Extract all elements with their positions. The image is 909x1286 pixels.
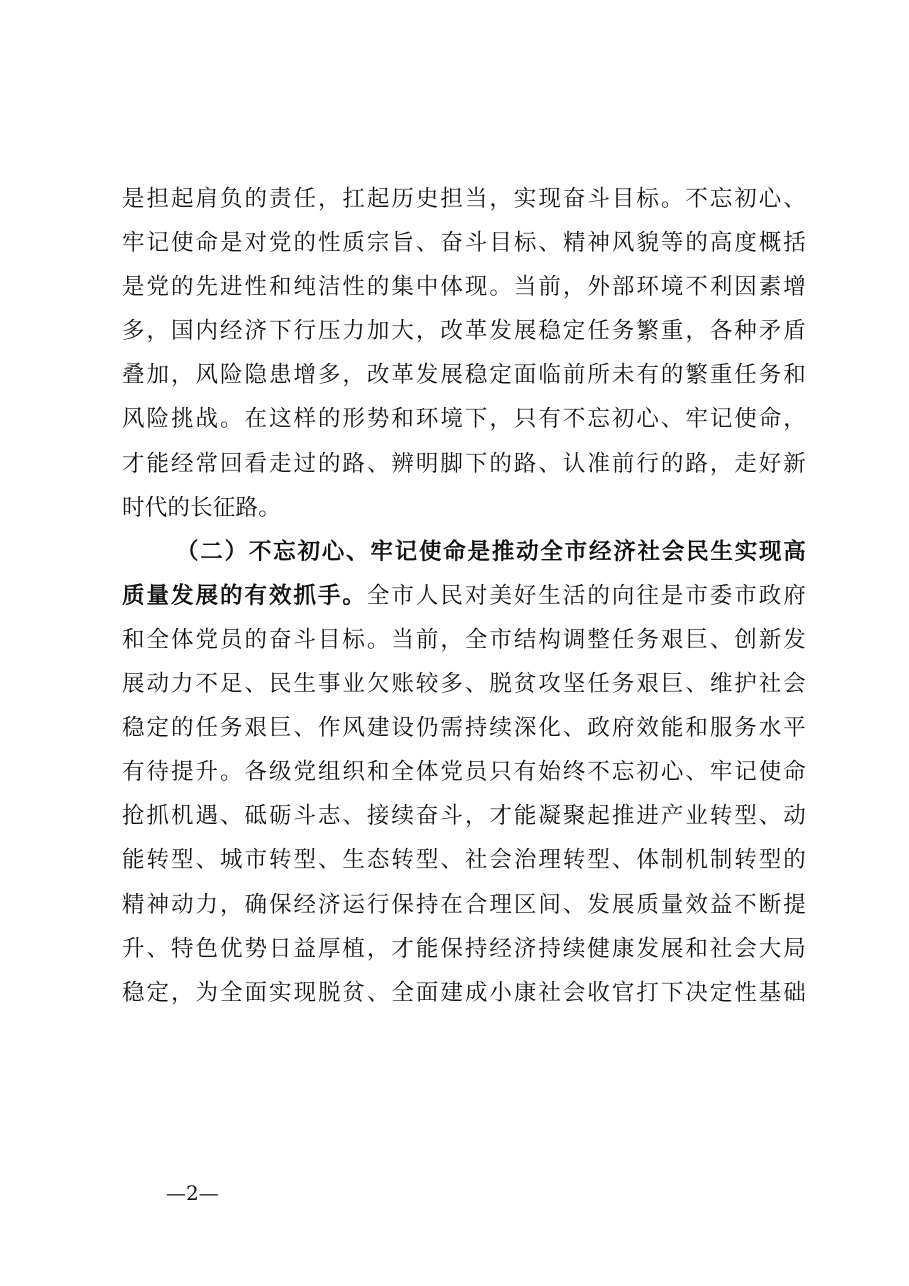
paragraph-line: 展动力不足、民生事业欠账较多、脱贫攻坚任务艰巨、维护社会 (122, 671, 806, 698)
section-heading-rest: 全市人民对美好生活的向往是市委市政府 (366, 582, 806, 609)
section-heading-continuation (122, 574, 806, 618)
paragraph-line: 有待提升。各级党组织和全体党员只有始终不忘初心、牢记使命 (122, 759, 806, 786)
paragraph-line: 稳定，为全面实现脱贫、全面建成小康社会收官打下决定性基础 (122, 979, 806, 1006)
paragraph-line: 时代的长征路。 (122, 494, 281, 521)
page-number: —2— (166, 1181, 219, 1205)
paragraph-line: 精神动力，确保经济运行保持在合理区间、发展质量效益不断提 (122, 891, 806, 918)
section-heading: （二）不忘初心、牢记使命是推动全市经济社会民生实现高 (176, 538, 806, 565)
paragraph-line: 升、特色优势日益厚植，才能保持经济持续健康发展和社会大局 (122, 935, 806, 962)
section-heading-bold: 质量发展的有效抓手。 (122, 582, 367, 609)
paragraph-line: 多，国内经济下行压力加大，改革发展稳定任务繁重，各种矛盾 (122, 318, 806, 345)
paragraph-line: 是担起肩负的责任，扛起历史担当，实现奋斗目标。不忘初心、 (122, 186, 806, 212)
paragraph-line: 是党的先进性和纯洁性的集中体现。当前，外部环境不利因素增 (122, 274, 806, 301)
paragraph-line: 叠加，风险隐患增多，改革发展稳定面临前所未有的繁重任务和 (122, 362, 806, 389)
paragraph-line: 牢记使命是对党的性质宗旨、奋斗目标、精神风貌等的高度概括 (122, 230, 806, 257)
paragraph-line: 能转型、城市转型、生态转型、社会治理转型、体制机制转型的 (122, 847, 806, 874)
document-body (122, 177, 806, 1015)
paragraph-line: 才能经常回看走过的路、辨明脚下的路、认准前行的路，走好新 (122, 450, 806, 477)
paragraph-line: 和全体党员的奋斗目标。当前，全市结构调整任务艰巨、创新发 (122, 626, 806, 653)
paragraph-line: 风险挑战。在这样的形势和环境下，只有不忘初心、牢记使命， (122, 406, 806, 433)
paragraph-line: 稳定的任务艰巨、作风建设仍需持续深化、政府效能和服务水平 (122, 715, 806, 742)
paragraph-line: 抢抓机遇、砥砺斗志、接续奋斗，才能凝聚起推进产业转型、动 (122, 803, 806, 830)
